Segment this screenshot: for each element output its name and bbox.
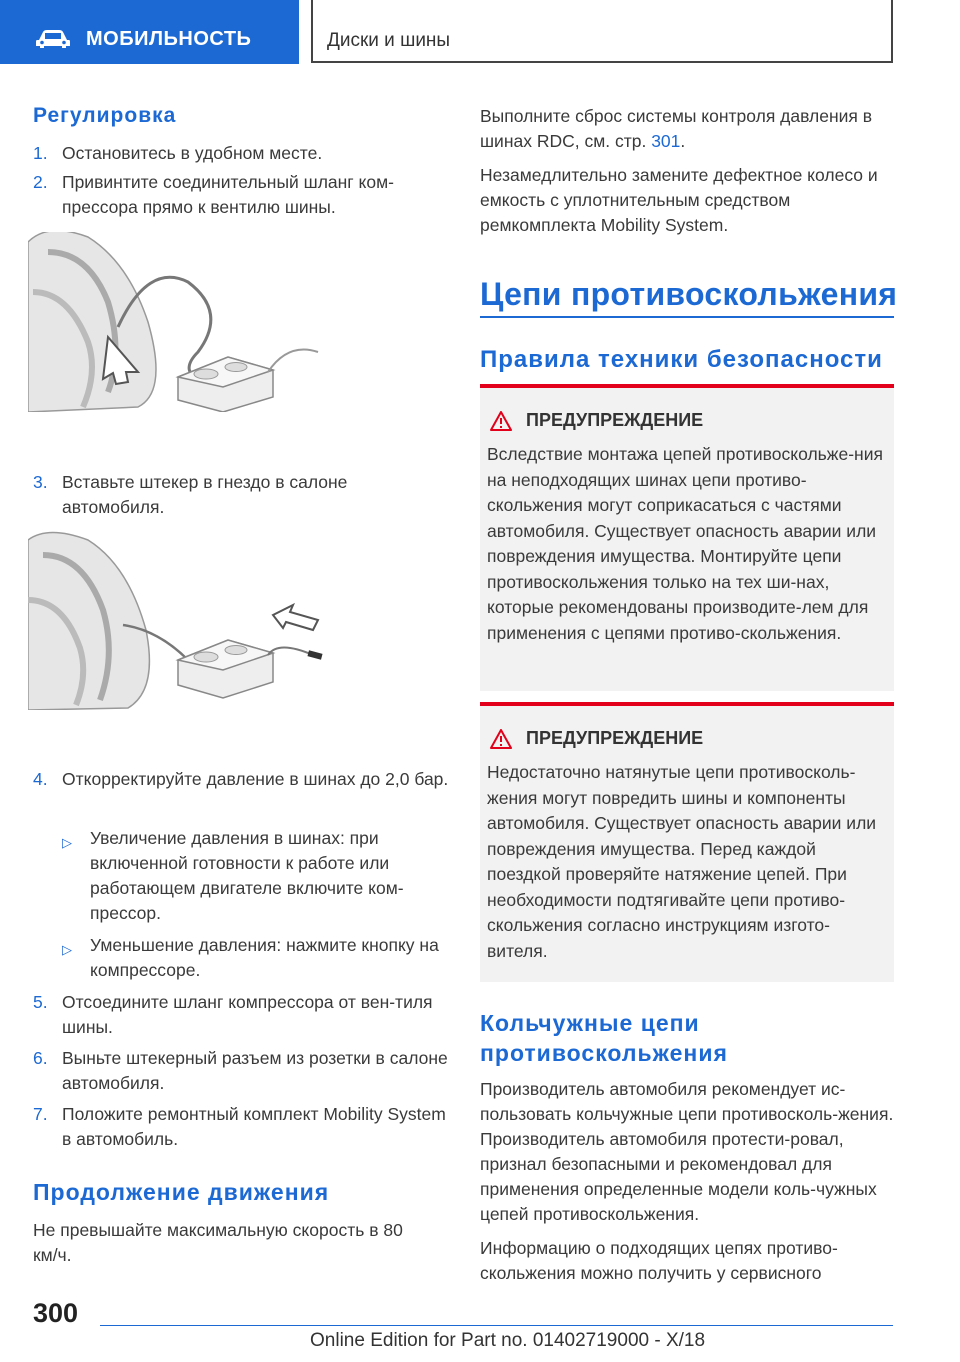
substep-decrease [62, 933, 452, 983]
rdc-text: Выполните сброс системы контроля давления в шинах RDC, см. стр. [480, 106, 873, 151]
step-4 [33, 767, 453, 792]
section-label: МОБИЛЬНОСТЬ [86, 28, 252, 50]
page-number: 300 [33, 1298, 79, 1328]
footer-rule [100, 1325, 893, 1326]
compressor-plug-illustration [28, 530, 328, 710]
warning-header [490, 728, 703, 749]
continue-text: Не превышайте максимальную скорость в 80 км/ч. [33, 1220, 403, 1265]
mail-chains-heading-line2: противоскольжения [480, 1040, 728, 1066]
triangle-bullet-icon: ▷ [62, 942, 72, 957]
warning-box-1 [480, 384, 894, 691]
safety-heading: Правила техники безопасности [480, 346, 883, 373]
warning-triangle-icon [490, 729, 512, 749]
step-text: Положите ремонтный комплект Mobility System в автомобиль. [62, 1104, 446, 1149]
step-number: 1. [33, 143, 48, 163]
car-icon [35, 28, 71, 48]
edition-note: Online Edition for Part no. 01402719000 - X/18 [310, 1330, 706, 1351]
rdc-text-end: . [680, 131, 686, 151]
warning-title: ПРЕДУПРЕЖДЕНИЕ [526, 410, 704, 430]
step-3 [33, 470, 453, 520]
section-tab[interactable] [0, 0, 299, 64]
step-text: Откорректируйте давление в шинах до 2,0 бар. [62, 769, 449, 789]
step-7 [33, 1102, 453, 1152]
rdc-paragraph [480, 104, 894, 154]
substep-text: Увеличение давления в шинах: при включенной готовности к работе или работающем двигателе включите ком-прессор. [90, 828, 404, 923]
substep-increase [62, 826, 452, 926]
step-6 [33, 1046, 453, 1096]
replace-paragraph: Незамедлительно замените дефектное колесо и емкость с уплотнительным средством ремкомплекта Mobility System. [480, 165, 878, 235]
chapter-title: Диски и шины [327, 30, 451, 51]
page-link[interactable]: 301 [651, 131, 681, 151]
step-number: 3. [33, 472, 48, 492]
step-number: 6. [33, 1048, 48, 1068]
mail-chains-paragraph: Производитель автомобиля рекомендует ис-пользовать кольчужные цепи противосколь-жения. Производитель автомобиля протести-ровал, признал безопасными и рекомендовал для применения определенные модели коль-чужных цепей противоскольжения. [480, 1079, 894, 1224]
warning-triangle-icon [490, 411, 512, 431]
step-1 [33, 141, 453, 166]
step-text: Отсоедините шланг компрессора от вен-тиля шины. [62, 992, 433, 1037]
step-5 [33, 990, 453, 1040]
service-info-paragraph: Информацию о подходящих цепях противо-скольжения можно получить у сервисного [480, 1238, 838, 1283]
warning-title: ПРЕДУПРЕЖДЕНИЕ [526, 728, 704, 748]
step-number: 5. [33, 992, 48, 1012]
warning-text: Недостаточно натянутые цепи противосколь-жения могут повредить шины и компоненты автомобиля. Существует опасность аварии или повреждения имущества. Перед каждой поездкой проверяйте натяжение цепей. При необходимости подтягивайте цепи противо-скольжения согласно инструкциям изгото-вителя. [487, 762, 877, 961]
chapter-header [311, 0, 893, 63]
step-text: Вставьте штекер в гнездо в салоне автомобиля. [62, 472, 348, 517]
step-text: Привинтите соединительный шланг ком-прессора прямо к вентилю шины. [62, 172, 394, 217]
step-2 [33, 170, 453, 220]
regulation-heading: Регулировка [33, 104, 177, 127]
step-text: Выньте штекерный разъем из розетки в салоне автомобиля. [62, 1048, 448, 1093]
step-number: 2. [33, 172, 48, 192]
chains-heading: Цепи противоскольжения [480, 276, 898, 312]
compressor-hose-illustration [28, 232, 328, 412]
step-number: 7. [33, 1104, 48, 1124]
step-number: 4. [33, 769, 48, 789]
substep-text: Уменьшение давления: нажмите кнопку на компрессоре. [90, 935, 439, 980]
step-text: Остановитесь в удобном месте. [62, 143, 323, 163]
mail-chains-heading-line1: Кольчужные цепи [480, 1010, 700, 1036]
warning-header [490, 410, 703, 431]
warning-text: Вследствие монтажа цепей противоскольже-ния на неподходящих шинах цепи противо-скольжения могут соприкасаться с частями автомобиля. Существует опасность аварии или повреждения имущества. Монтируйте цепи противоскольжения только на тех ши-нах, которые рекомендованы производите-лем для применения с цепями противо-скольжения. [487, 444, 883, 643]
warning-box-2 [480, 702, 894, 982]
triangle-bullet-icon: ▷ [62, 835, 72, 850]
heading-rule [480, 316, 894, 318]
continue-heading: Продолжение движения [33, 1179, 330, 1205]
